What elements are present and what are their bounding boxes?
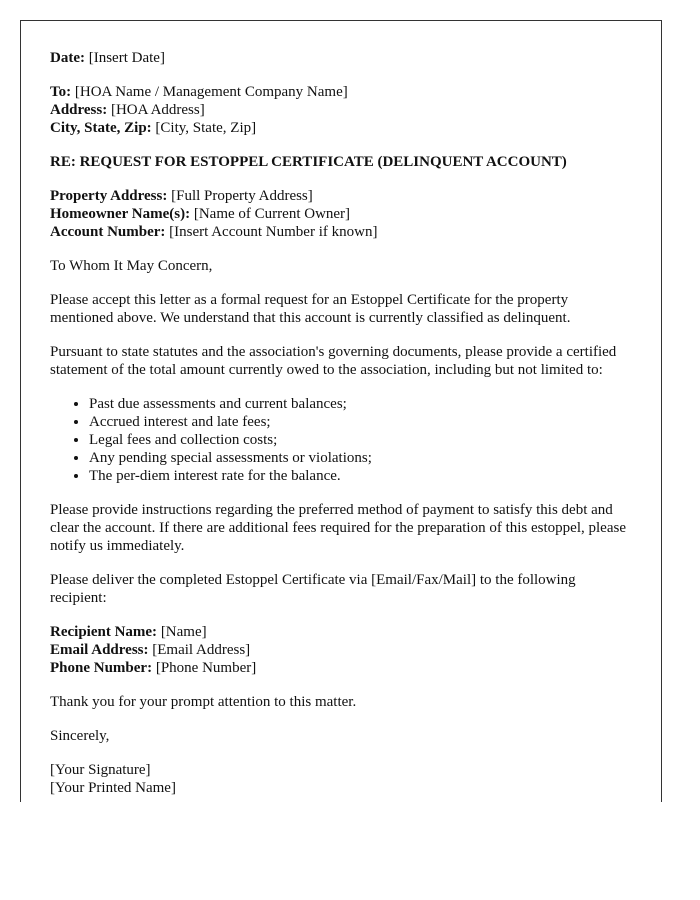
- thanks-line: Thank you for your prompt attention to this matter.: [50, 694, 357, 710]
- recipient-block: [50, 83, 632, 137]
- address-value: [HOA Address]: [110, 102, 205, 118]
- address-label: Address:: [50, 102, 108, 118]
- city-value: [City, State, Zip]: [155, 120, 257, 136]
- homeowner-value: [Name of Current Owner]: [193, 206, 351, 222]
- email-value: [Email Address]: [152, 642, 251, 658]
- paragraph-request: Please accept this letter as a formal request for an Estoppel Certificate for the property mentioned above. We understand that this account is currently classified as delinquent.: [50, 292, 571, 326]
- account-number-value: [Insert Account Number if known]: [169, 224, 378, 240]
- recipient-name-label: Recipient Name:: [50, 624, 158, 640]
- paragraph-payment: Please provide instructions regarding the preferred method of payment to satisfy this debt and clear the account. If there are additional fees required for the preparation of this estoppel, please notify us immediately.: [50, 502, 626, 554]
- to-label: To:: [50, 84, 72, 100]
- property-address-label: Property Address:: [50, 188, 168, 204]
- phone-line: [50, 659, 632, 677]
- list-item: • Any pending special assessments or violations;: [89, 449, 632, 467]
- city-label: City, State, Zip:: [50, 120, 152, 136]
- list-item: • Legal fees and collection costs;: [89, 431, 632, 449]
- property-address-value: [Full Property Address]: [171, 188, 313, 204]
- list-item: • Accrued interest and late fees;: [89, 413, 632, 431]
- homeowner-line: [50, 205, 632, 223]
- phone-value: [Phone Number]: [155, 660, 257, 676]
- date-line: [50, 49, 632, 67]
- property-block: [50, 187, 632, 241]
- delivery-block: [50, 623, 632, 677]
- property-address-line: [50, 187, 632, 205]
- recipient-address-line: [50, 101, 632, 119]
- paragraph-delivery: Please deliver the completed Estoppel Certificate via [Email/Fax/Mail] to the following recipient:: [50, 572, 576, 606]
- list-item: • Past due assessments and current balances;: [89, 395, 632, 413]
- signature-line: [Your Signature]: [50, 762, 151, 778]
- recipient-to-line: [50, 83, 632, 101]
- account-number-label: Account Number:: [50, 224, 166, 240]
- letter-page: [20, 20, 662, 802]
- email-line: [50, 641, 632, 659]
- recipient-name-value: [Name]: [160, 624, 207, 640]
- date-value: [Insert Date]: [88, 50, 165, 66]
- subject-line: RE: REQUEST FOR ESTOPPEL CERTIFICATE (DELINQUENT ACCOUNT): [50, 154, 567, 170]
- salutation: To Whom It May Concern,: [50, 258, 213, 274]
- letter-content: [21, 21, 661, 797]
- homeowner-label: Homeowner Name(s):: [50, 206, 191, 222]
- closing-line: Sincerely,: [50, 728, 110, 744]
- signature-block: [50, 761, 632, 797]
- account-number-line: [50, 223, 632, 241]
- printed-name-line: [Your Printed Name]: [50, 780, 176, 796]
- date-label: Date:: [50, 50, 85, 66]
- to-value: [HOA Name / Management Company Name]: [74, 84, 348, 100]
- recipient-name-line: [50, 623, 632, 641]
- email-label: Email Address:: [50, 642, 149, 658]
- owed-items-list: [50, 395, 632, 485]
- phone-label: Phone Number:: [50, 660, 153, 676]
- recipient-city-line: [50, 119, 632, 137]
- list-item: • The per-diem interest rate for the balance.: [89, 467, 632, 485]
- paragraph-statutes: Pursuant to state statutes and the association's governing documents, please provide a certified statement of the total amount currently owed to the association, including but not limited to:: [50, 344, 617, 378]
